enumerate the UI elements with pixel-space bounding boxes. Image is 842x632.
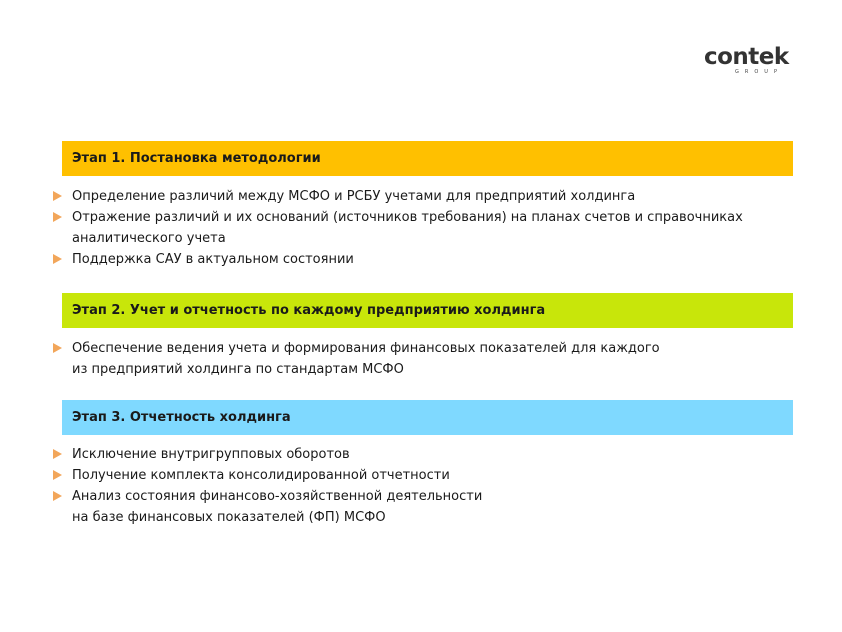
- bullet-arrow-icon: [53, 470, 62, 480]
- bullet-arrow-icon: [53, 491, 62, 501]
- list-item-text: Анализ состояния финансово-хозяйственной деятельности: [72, 489, 483, 504]
- bullet-arrow-icon: [53, 212, 62, 222]
- logo-tagline: GROUP: [735, 69, 783, 75]
- list-item-text: Получение комплекта консолидированной отчетности: [72, 468, 450, 483]
- stage-2-header: Этап 2. Учет и отчетность по каждому предприятию холдинга: [62, 293, 793, 328]
- list-item: [46, 249, 786, 270]
- list-item: [46, 338, 786, 380]
- list-item-text: Определение различий между МСФО и РСБУ учетами для предприятий холдинга: [72, 189, 636, 204]
- stage-2-list: [46, 338, 786, 380]
- list-item-text: Исключение внутригрупповых оборотов: [72, 447, 350, 462]
- bullet-arrow-icon: [53, 254, 62, 264]
- bullet-arrow-icon: [53, 343, 62, 353]
- contek-logo: [704, 44, 794, 84]
- stage-3-list: [46, 444, 786, 528]
- list-item: [46, 186, 786, 207]
- list-item: [46, 207, 786, 249]
- stage-1-header: Этап 1. Постановка методологии: [62, 141, 793, 176]
- bullet-arrow-icon: [53, 191, 62, 201]
- list-item: [46, 465, 786, 486]
- list-item: [46, 486, 786, 528]
- list-item-text-continued: аналитического учета: [72, 231, 226, 246]
- logo-wordmark: contek: [704, 44, 789, 70]
- list-item: [46, 444, 786, 465]
- list-item-text: Отражение различий и их оснований (источников требования) на планах счетов и справочниках: [72, 210, 743, 225]
- list-item-text-continued: из предприятий холдинга по стандартам МСФО: [72, 362, 404, 377]
- list-item-text: Обеспечение ведения учета и формирования финансовых показателей для каждого: [72, 341, 660, 356]
- stage-1-list: [46, 186, 786, 270]
- bullet-arrow-icon: [53, 449, 62, 459]
- list-item-text-continued: на базе финансовых показателей (ФП) МСФО: [72, 510, 386, 525]
- list-item-text: Поддержка САУ в актуальном состоянии: [72, 252, 354, 267]
- stage-3-header: Этап 3. Отчетность холдинга: [62, 400, 793, 435]
